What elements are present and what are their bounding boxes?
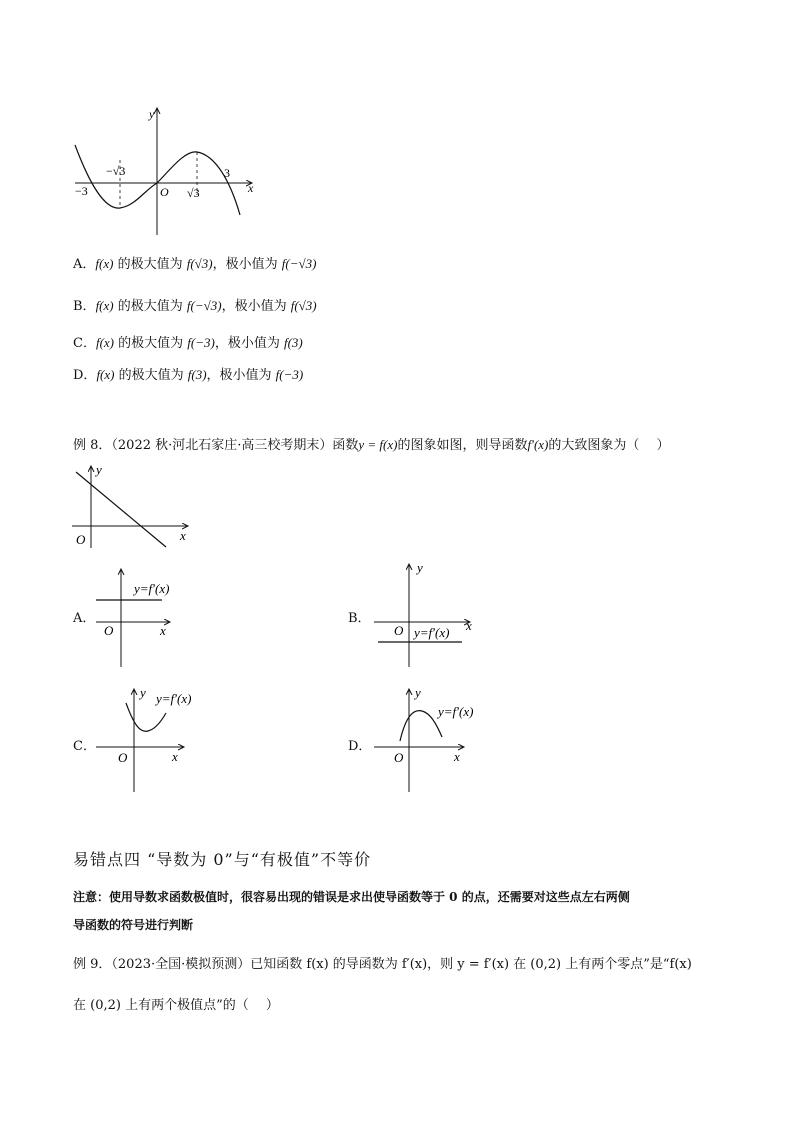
axis-y-label: y <box>417 560 423 575</box>
origin-label: O <box>118 750 128 765</box>
option-value: f(√3) <box>186 256 213 271</box>
option-a-graph[interactable] <box>92 565 202 670</box>
option-d-label[interactable]: D． <box>348 739 372 754</box>
axis-x-label: x <box>180 528 186 543</box>
axis-y-label: y <box>415 685 421 700</box>
curve-label: y=f′(x) <box>414 625 450 640</box>
linear-function-graph <box>68 460 198 552</box>
option-value: f(−3) <box>275 367 304 382</box>
q7-option-a[interactable] <box>73 256 316 273</box>
origin-label: O <box>394 623 404 638</box>
option-func: f(x) <box>96 367 115 382</box>
option-value: f(−√3) <box>186 298 222 313</box>
decreasing-line <box>76 472 166 547</box>
option-c-label[interactable]: C． <box>73 739 96 754</box>
axis-x-label: x <box>160 623 166 638</box>
option-b-label[interactable]: B． <box>348 611 371 626</box>
option-value: f(−√3) <box>281 256 317 271</box>
option-text: 的极大值为 <box>114 336 188 351</box>
example8-suffix: 的大致图象为（ ） <box>548 438 670 453</box>
axis-x-label: x <box>454 749 460 764</box>
option-func: f(x) <box>95 335 114 350</box>
option-label: D． <box>73 368 97 383</box>
option-d-graph[interactable] <box>370 685 495 795</box>
option-label: B． <box>73 299 96 314</box>
downward-parabola <box>400 711 442 741</box>
option-func: f(x) <box>95 298 114 313</box>
option-value: f(−3) <box>187 335 215 350</box>
option-a-label[interactable]: A． <box>73 611 96 626</box>
axis-x-label: x <box>466 618 472 633</box>
option-value: f(3) <box>187 367 207 382</box>
note-line-1: 注意：使用导数求函数极值时，很容易出现的错误是求出使导函数等于 0 的点，还需要对这些点左右两侧 <box>73 890 630 904</box>
section-title: 易错点四 “导数为 0”与“有极值”不等价 <box>73 850 372 869</box>
axis-y-label: y <box>140 685 146 700</box>
note-line-2: 导函数的符号进行判断 <box>73 918 194 932</box>
axis-x-label: x <box>248 181 254 195</box>
cubic-function-graph <box>60 100 270 240</box>
tick-negroot3: −√3 <box>106 164 126 178</box>
origin-label: O <box>394 750 404 765</box>
option-b-graph[interactable] <box>370 560 480 670</box>
example8-middle: 的图象如图，则导函数 <box>397 438 528 453</box>
origin-label: O <box>160 185 169 199</box>
tick-root3: √3 <box>187 186 200 200</box>
curve-label: y=f′(x) <box>438 704 474 719</box>
option-value: f(√3) <box>290 298 317 313</box>
option-text: 的极大值为 <box>113 257 187 272</box>
example8-prefix: 例 8．（2022 秋·河北石家庄·高三校考期末）函数 <box>73 438 359 453</box>
option-text: ，极小值为 <box>206 368 276 383</box>
q7-option-c[interactable] <box>73 335 303 352</box>
origin-label: O <box>76 532 86 547</box>
q7-option-d[interactable] <box>73 367 303 384</box>
upward-parabola <box>126 703 166 731</box>
example8-question <box>73 437 670 454</box>
option-text: 的极大值为 <box>113 299 187 314</box>
tick-3: 3 <box>224 166 230 180</box>
option-value: f(3) <box>283 335 303 350</box>
q7-option-b[interactable] <box>73 298 317 315</box>
option-text: ，极小值为 <box>212 257 282 272</box>
example9-line-2: 在 (0,2) 上有两个极值点”的（ ） <box>73 998 279 1013</box>
curve-label: y=f′(x) <box>156 691 192 706</box>
option-text: ，极小值为 <box>221 299 291 314</box>
option-text: ，极小值为 <box>214 336 284 351</box>
example9-line-1: 例 9．（2023·全国·模拟预测）已知函数 f(x) 的导函数为 f′(x)，则 y = f′(x) 在 (0,2) 上有两个零点”是“f(x) <box>73 957 692 972</box>
option-func: f(x) <box>95 256 114 271</box>
option-text: 的极大值为 <box>114 368 188 383</box>
axis-x-label: x <box>172 749 178 764</box>
curve-label: y=f′(x) <box>134 581 170 596</box>
option-c-graph[interactable] <box>92 685 217 795</box>
axis-y-label: y <box>149 107 155 121</box>
example8-func: y = f(x) <box>358 437 398 452</box>
example8-deriv: f′(x) <box>527 437 549 452</box>
axis-y-label: y <box>96 462 102 477</box>
tick-neg3: −3 <box>75 184 88 198</box>
origin-label: O <box>104 623 114 638</box>
option-label: C． <box>73 336 96 351</box>
option-label: A． <box>73 257 96 272</box>
